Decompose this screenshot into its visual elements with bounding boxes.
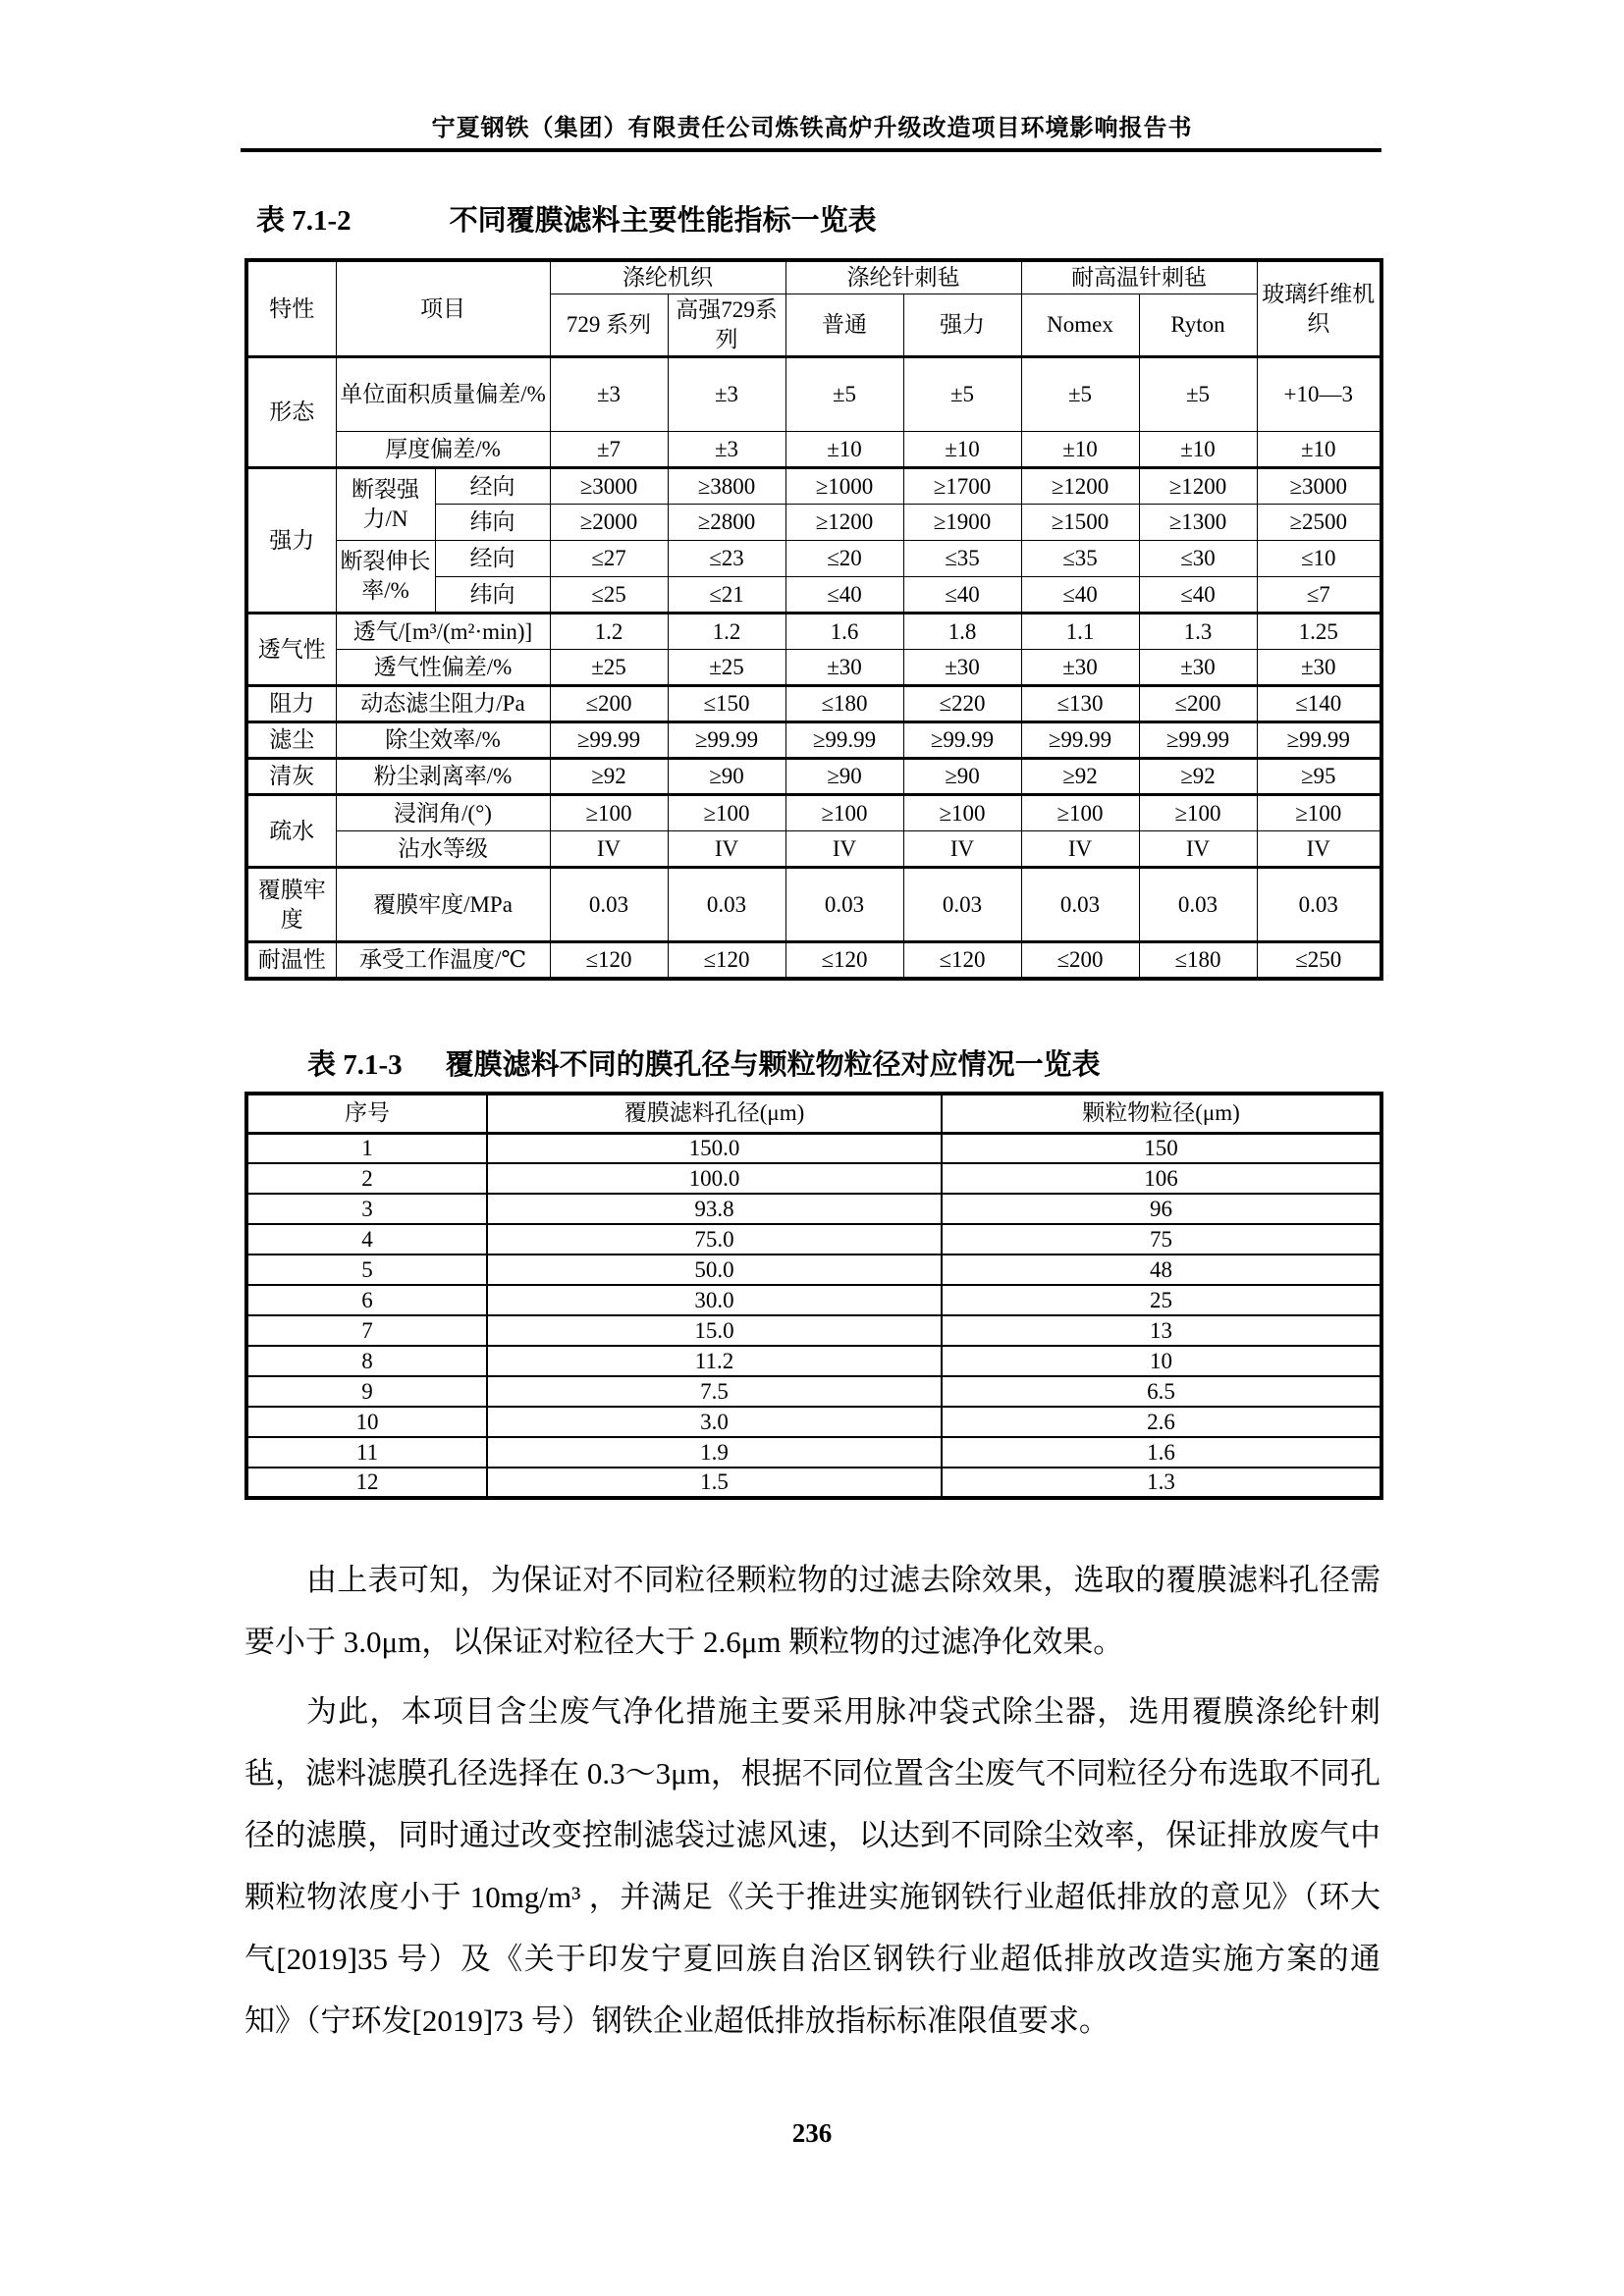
t1-value-cell: ≤40	[1021, 577, 1139, 614]
caption-label: 表 7.1-2	[256, 205, 352, 237]
t1-category-cell: 耐温性	[246, 942, 336, 979]
t2-header-cell: 覆膜滤料孔径(μm)	[487, 1094, 942, 1133]
t2-serial-cell: 8	[246, 1346, 487, 1376]
t2-pore-cell: 15.0	[487, 1315, 942, 1346]
t1-header-cell: 涤纶机织	[550, 260, 785, 294]
t2-pore-cell: 100.0	[487, 1163, 942, 1194]
t2-serial-cell: 1	[246, 1133, 487, 1163]
caption-label: 表 7.1-3	[307, 1049, 403, 1081]
t2-pore-cell: 50.0	[487, 1255, 942, 1285]
t2-pore-cell: 75.0	[487, 1224, 942, 1255]
t1-value-cell: ≤10	[1257, 541, 1381, 577]
t1-value-cell: ≥100	[1139, 795, 1257, 831]
t1-value-cell: ≥99.99	[550, 722, 668, 759]
t2-particle-cell: 96	[942, 1194, 1381, 1224]
t1-value-cell: ≤120	[903, 942, 1021, 979]
table-row	[246, 432, 1381, 468]
t1-value-cell: 0.03	[1021, 868, 1139, 942]
t1-value-cell: ≤180	[1139, 942, 1257, 979]
table-row	[246, 1315, 1381, 1346]
t1-value-cell: ±10	[785, 432, 903, 468]
t1-value-cell: IV	[903, 831, 1021, 868]
t2-serial-cell: 12	[246, 1468, 487, 1498]
t1-category-cell: 清灰	[246, 759, 336, 795]
t1-value-cell: ≤220	[903, 686, 1021, 722]
t1-value-cell: ±5	[785, 357, 903, 432]
t2-serial-cell: 5	[246, 1255, 487, 1285]
t1-value-cell: ≥95	[1257, 759, 1381, 795]
t1-value-cell: ≥90	[668, 759, 785, 795]
t1-value-cell: ≤23	[668, 541, 785, 577]
t1-value-cell: ≥92	[550, 759, 668, 795]
t1-item-cell: 覆膜牢度/MPa	[336, 868, 550, 942]
t1-value-cell: ≥99.99	[1021, 722, 1139, 759]
t2-particle-cell: 1.3	[942, 1468, 1381, 1498]
t2-serial-cell: 3	[246, 1194, 487, 1224]
t1-value-cell: ≥100	[1257, 795, 1381, 831]
t1-value-cell: ≥1700	[903, 468, 1021, 505]
t1-item-cell: 浸润角/(°)	[336, 795, 550, 831]
t2-particle-cell: 6.5	[942, 1376, 1381, 1407]
t1-value-cell: ≤200	[550, 686, 668, 722]
t2-serial-cell: 6	[246, 1285, 487, 1315]
t1-value-cell: ±10	[1257, 432, 1381, 468]
t1-value-cell: ≥90	[785, 759, 903, 795]
t1-item-cell: 透气/[m³/(m²·min)]	[336, 614, 550, 650]
t1-value-cell: +10—3	[1257, 357, 1381, 432]
t1-item-cell: 沾水等级	[336, 831, 550, 868]
report-header-title: 宁夏钢铁（集团）有限责任公司炼铁高炉升级改造项目环境影响报告书	[431, 116, 1193, 141]
table-7-1-3-caption	[244, 1042, 1443, 1083]
t1-value-cell: IV	[1139, 831, 1257, 868]
t1-item-cell: 承受工作温度/℃	[336, 942, 550, 979]
t1-value-cell: 1.3	[1139, 614, 1257, 650]
t1-value-cell: ±10	[903, 432, 1021, 468]
t2-pore-cell: 7.5	[487, 1376, 942, 1407]
t1-value-cell: ≤27	[550, 541, 668, 577]
t1-value-cell: ≥2800	[668, 505, 785, 541]
t1-value-cell: IV	[785, 831, 903, 868]
t1-item-cell: 单位面积质量偏差/%	[336, 357, 550, 432]
table-row	[246, 1437, 1381, 1468]
t1-category-cell: 形态	[246, 357, 336, 468]
t1-value-cell: 1.6	[785, 614, 903, 650]
t2-serial-cell: 4	[246, 1224, 487, 1255]
t1-value-cell: ±30	[1139, 650, 1257, 686]
table-row	[246, 1376, 1381, 1407]
t1-value-cell: ≥1200	[1021, 468, 1139, 505]
table-7-1-2-caption	[244, 198, 1392, 239]
t1-item-cell: 断裂伸长率/%	[336, 541, 435, 614]
t2-serial-cell: 7	[246, 1315, 487, 1346]
table-row	[246, 831, 1381, 868]
t2-particle-cell: 10	[942, 1346, 1381, 1376]
t2-pore-cell: 3.0	[487, 1407, 942, 1437]
t1-value-cell: IV	[1021, 831, 1139, 868]
t1-item-cell: 除尘效率/%	[336, 722, 550, 759]
t1-value-cell: ≥1300	[1139, 505, 1257, 541]
table-row	[246, 1224, 1381, 1255]
table-row	[246, 722, 1381, 759]
t2-pore-cell: 150.0	[487, 1133, 942, 1163]
table-row	[246, 1133, 1381, 1163]
t2-pore-cell: 11.2	[487, 1346, 942, 1376]
table-row	[246, 468, 1381, 505]
t1-value-cell: ≤40	[785, 577, 903, 614]
t1-value-cell: ≥1200	[1139, 468, 1257, 505]
t1-header-cell: 玻璃纤维机织	[1257, 260, 1381, 357]
t1-category-cell: 覆膜牢度	[246, 868, 336, 942]
table-row	[246, 1468, 1381, 1498]
t2-particle-cell: 106	[942, 1163, 1381, 1194]
t1-value-cell: IV	[550, 831, 668, 868]
table-row	[246, 942, 1381, 979]
table-row	[246, 357, 1381, 432]
t1-category-cell: 阻力	[246, 686, 336, 722]
t1-value-cell: ≤40	[903, 577, 1021, 614]
t1-header-cell: Ryton	[1139, 294, 1257, 357]
table-row	[246, 1407, 1381, 1437]
t1-item-cell: 动态滤尘阻力/Pa	[336, 686, 550, 722]
t1-value-cell: 0.03	[550, 868, 668, 942]
t1-value-cell: ±7	[550, 432, 668, 468]
t1-value-cell: ≤150	[668, 686, 785, 722]
t2-pore-cell: 1.5	[487, 1468, 942, 1498]
t1-value-cell: ≤35	[1021, 541, 1139, 577]
table-row	[246, 614, 1381, 650]
t1-value-cell: ±10	[1139, 432, 1257, 468]
t1-value-cell: ≤120	[785, 942, 903, 979]
table-row	[246, 541, 1381, 577]
t1-value-cell: ≥100	[550, 795, 668, 831]
t2-particle-cell: 150	[942, 1133, 1381, 1163]
t2-serial-cell: 2	[246, 1163, 487, 1194]
t1-value-cell: ≥100	[1021, 795, 1139, 831]
t1-value-cell: ≥100	[903, 795, 1021, 831]
t2-particle-cell: 2.6	[942, 1407, 1381, 1437]
table-row	[246, 795, 1381, 831]
t2-serial-cell: 9	[246, 1376, 487, 1407]
t1-value-cell: 1.2	[668, 614, 785, 650]
t2-serial-cell: 11	[246, 1437, 487, 1468]
table-row	[246, 1255, 1381, 1285]
caption-title: 不同覆膜滤料主要性能指标一览表	[449, 205, 877, 237]
t1-value-cell: 0.03	[903, 868, 1021, 942]
t1-value-cell: ≤120	[550, 942, 668, 979]
t1-header-cell: Nomex	[1021, 294, 1139, 357]
pore-size-table	[244, 1092, 1383, 1500]
t1-value-cell: ≥1000	[785, 468, 903, 505]
table-row	[246, 260, 1381, 294]
t1-value-cell: 1.8	[903, 614, 1021, 650]
table-row	[246, 1194, 1381, 1224]
t1-header-cell: 高强729系列	[668, 294, 785, 357]
table-row	[246, 759, 1381, 795]
t1-value-cell: ≥1900	[903, 505, 1021, 541]
t1-value-cell: ±30	[785, 650, 903, 686]
t1-value-cell: ±30	[1021, 650, 1139, 686]
t1-value-cell: ≥2000	[550, 505, 668, 541]
t1-value-cell: ≥99.99	[668, 722, 785, 759]
t1-value-cell: ≥100	[785, 795, 903, 831]
t1-value-cell: ≤40	[1139, 577, 1257, 614]
page-number: 236	[791, 2118, 833, 2148]
t1-value-cell: 0.03	[1139, 868, 1257, 942]
t1-value-cell: ±30	[903, 650, 1021, 686]
t1-value-cell: ≥90	[903, 759, 1021, 795]
t1-value-cell: ≥2500	[1257, 505, 1381, 541]
t1-value-cell: ≥92	[1139, 759, 1257, 795]
t1-value-cell: 1.1	[1021, 614, 1139, 650]
t1-value-cell: ≤130	[1021, 686, 1139, 722]
t1-header-cell: 涤纶针刺毡	[785, 260, 1021, 294]
table-row	[246, 1346, 1381, 1376]
t1-value-cell: ≤30	[1139, 541, 1257, 577]
t1-value-cell: 1.2	[550, 614, 668, 650]
t1-value-cell: ±5	[1021, 357, 1139, 432]
table-row	[246, 650, 1381, 686]
t1-value-cell: ≥3800	[668, 468, 785, 505]
t1-sub-item-cell: 纬向	[435, 505, 550, 541]
body-paragraph-1: 由上表可知，为保证对不同粒径颗粒物的过滤去除效果，选取的覆膜滤料孔径需要小于 3.0μm，以保证对粒径大于 2.6μm 颗粒物的过滤净化效果。	[244, 1563, 1380, 1659]
t2-pore-cell: 1.9	[487, 1437, 942, 1468]
t1-sub-item-cell: 经向	[435, 541, 550, 577]
performance-table	[244, 258, 1383, 981]
t2-particle-cell: 48	[942, 1255, 1381, 1285]
t1-value-cell: ≤20	[785, 541, 903, 577]
t2-pore-cell: 93.8	[487, 1194, 942, 1224]
t1-value-cell: ≤200	[1139, 686, 1257, 722]
t1-category-cell: 透气性	[246, 614, 336, 686]
t2-particle-cell: 75	[942, 1224, 1381, 1255]
t1-header-cell: 特性	[246, 260, 336, 357]
t1-value-cell: ≤180	[785, 686, 903, 722]
t1-value-cell: ≥100	[668, 795, 785, 831]
t1-value-cell: IV	[668, 831, 785, 868]
t1-value-cell: ≤140	[1257, 686, 1381, 722]
t1-value-cell: ≤200	[1021, 942, 1139, 979]
t1-value-cell: ±3	[668, 432, 785, 468]
t1-value-cell: IV	[1257, 831, 1381, 868]
t1-sub-item-cell: 纬向	[435, 577, 550, 614]
t2-pore-cell: 30.0	[487, 1285, 942, 1315]
t1-value-cell: ≤21	[668, 577, 785, 614]
t1-value-cell: ±30	[1257, 650, 1381, 686]
t1-value-cell: ≥99.99	[903, 722, 1021, 759]
t1-value-cell: ±3	[550, 357, 668, 432]
t1-value-cell: ≥1200	[785, 505, 903, 541]
t1-value-cell: ≥3000	[1257, 468, 1381, 505]
t1-category-cell: 疏水	[246, 795, 336, 868]
t1-value-cell: ≤250	[1257, 942, 1381, 979]
t1-header-cell: 强力	[903, 294, 1021, 357]
t1-value-cell: ±5	[903, 357, 1021, 432]
t2-serial-cell: 10	[246, 1407, 487, 1437]
table-row	[246, 686, 1381, 722]
t1-item-cell: 断裂强力/N	[336, 468, 435, 541]
t1-value-cell: 0.03	[668, 868, 785, 942]
body-paragraph-2: 为此，本项目含尘废气净化措施主要采用脉冲袋式除尘器，选用覆膜涤纶针刺毡，滤料滤膜孔径选择在 0.3～3μm，根据不同位置含尘废气不同粒径分布选取不同孔径的滤膜，同时通过改变控制滤袋过滤风速，以达到不同除尘效率，保证排放废气中颗粒物浓度小于 10mg/m³ ，并满足《关于推进实施钢铁行业超低排放的意见》（环大气[2019]35 号）及《关于印发宁夏回族自治区钢铁行业超低排放改造实施方案的通知》（宁环发[2019]73 号）钢铁企业超低排放指标标准限值要求。	[244, 1694, 1380, 2038]
t1-value-cell: ≤120	[668, 942, 785, 979]
table-row	[246, 868, 1381, 942]
table-row	[246, 1094, 1381, 1133]
t1-sub-item-cell: 经向	[435, 468, 550, 505]
t2-header-cell: 序号	[246, 1094, 487, 1133]
t1-value-cell: ±3	[668, 357, 785, 432]
table-row	[246, 1285, 1381, 1315]
t1-header-cell: 729 系列	[550, 294, 668, 357]
t1-value-cell: ≥99.99	[1257, 722, 1381, 759]
t2-header-cell: 颗粒物粒径(μm)	[942, 1094, 1381, 1133]
t1-item-cell: 粉尘剥离率/%	[336, 759, 550, 795]
t1-value-cell: ≥1500	[1021, 505, 1139, 541]
t2-particle-cell: 1.6	[942, 1437, 1381, 1468]
t1-value-cell: ≤35	[903, 541, 1021, 577]
header-rule	[241, 148, 1381, 152]
t2-particle-cell: 25	[942, 1285, 1381, 1315]
caption-title: 覆膜滤料不同的膜孔径与颗粒物粒径对应情况一览表	[445, 1049, 1101, 1081]
t1-value-cell: ≥99.99	[1139, 722, 1257, 759]
t1-value-cell: ±25	[550, 650, 668, 686]
t1-value-cell: 1.25	[1257, 614, 1381, 650]
t2-particle-cell: 13	[942, 1315, 1381, 1346]
t1-header-cell: 普通	[785, 294, 903, 357]
t1-header-cell: 项目	[336, 260, 550, 357]
t1-value-cell: ≤25	[550, 577, 668, 614]
t1-value-cell: ±5	[1139, 357, 1257, 432]
table-row	[246, 1163, 1381, 1194]
t1-value-cell: ≤7	[1257, 577, 1381, 614]
t1-value-cell: ≥3000	[550, 468, 668, 505]
t1-header-cell: 耐高温针刺毡	[1021, 260, 1257, 294]
t1-value-cell: 0.03	[1257, 868, 1381, 942]
t1-category-cell: 强力	[246, 468, 336, 614]
t1-value-cell: ≥99.99	[785, 722, 903, 759]
t1-value-cell: ±10	[1021, 432, 1139, 468]
t1-category-cell: 滤尘	[246, 722, 336, 759]
t1-item-cell: 透气性偏差/%	[336, 650, 550, 686]
t1-value-cell: ≥92	[1021, 759, 1139, 795]
t1-value-cell: 0.03	[785, 868, 903, 942]
t1-item-cell: 厚度偏差/%	[336, 432, 550, 468]
body-text	[244, 1549, 1380, 2059]
t1-value-cell: ±25	[668, 650, 785, 686]
